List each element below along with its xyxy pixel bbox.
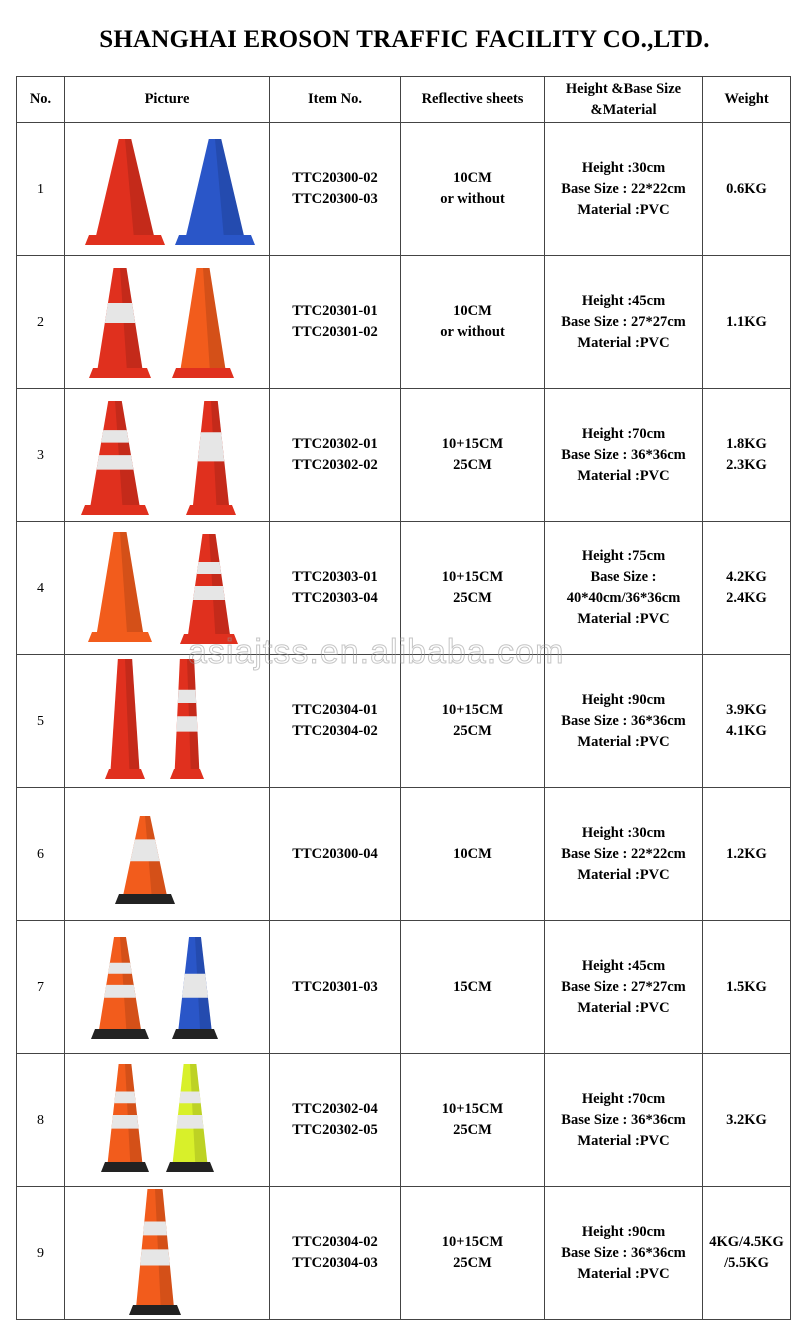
cone-image (65, 1187, 270, 1319)
row-number: 7 (17, 921, 65, 1054)
row-number: 8 (17, 1054, 65, 1187)
cell-line: Height :90cm (581, 691, 666, 708)
company-title: SHANGHAI EROSON TRAFFIC FACILITY CO.,LTD. (99, 26, 710, 53)
cell-line: TTC20304-03 (292, 1255, 378, 1271)
product-spec-table (16, 76, 791, 1320)
cone-70-red-two-bands-icon (81, 401, 149, 515)
cell-line: TTC20302-04 (292, 1101, 378, 1117)
reflective-sheets (401, 389, 545, 522)
cone-70-red-wide-band-icon (186, 401, 236, 515)
cell-line: TTC20301-01 (292, 303, 378, 319)
cone-image (65, 788, 270, 920)
size-material (545, 256, 703, 389)
cone-70-orange-black-base-icon (101, 1064, 149, 1172)
reflective-sheets (401, 1187, 545, 1320)
cone-75-red-bands-icon (180, 534, 238, 644)
cell-line: TTC20303-01 (292, 569, 378, 585)
cell-line: 10CM (453, 170, 492, 186)
cone-45-orange-black-base-icon (91, 937, 149, 1039)
cell-line: Base Size : (590, 569, 657, 585)
cell-line: 10+15CM (441, 1234, 504, 1250)
cone-45-blue-black-base-icon (172, 937, 218, 1039)
reflective-sheets (401, 256, 545, 389)
table-row (17, 1187, 791, 1320)
cone-90-red-plain-icon (105, 659, 145, 779)
cell-line: or without (440, 324, 505, 340)
cone-image (65, 256, 270, 388)
cell-line: 1.5KG (726, 978, 767, 995)
cell-line: 3.2KG (726, 1111, 767, 1128)
cell-line: 25CM (453, 457, 492, 473)
size-material (545, 389, 703, 522)
cell-line: 10CM (453, 303, 492, 319)
cell-line: Base Size : 22*22cm (561, 180, 686, 197)
cell-line: Material :PVC (577, 334, 670, 351)
cell-line: 40*40cm/36*36cm (566, 590, 681, 606)
row-number: 9 (17, 1187, 65, 1320)
cell-line: Base Size : 22*22cm (561, 845, 686, 862)
cell-line: 10CM (453, 845, 492, 862)
cell-line: TTC20300-03 (292, 191, 378, 207)
cell-line: or without (440, 191, 505, 207)
cone-90-red-bands-icon (170, 659, 204, 779)
product-picture (65, 256, 270, 389)
cell-line: Material :PVC (577, 733, 670, 750)
table-row (17, 788, 791, 921)
reflective-sheets (401, 522, 545, 655)
cone-short-red-icon (85, 139, 165, 245)
cone-image (65, 1054, 270, 1186)
weight (703, 1054, 791, 1187)
cone-90-orange-black-base-icon (129, 1189, 181, 1315)
table-header-row (17, 77, 791, 123)
size-material (545, 1054, 703, 1187)
row-number: 1 (17, 123, 65, 256)
item-number (270, 123, 401, 256)
size-material (545, 123, 703, 256)
product-picture (65, 921, 270, 1054)
weight (703, 256, 791, 389)
cone-70-lime-black-base-icon (166, 1064, 214, 1172)
table-row (17, 921, 791, 1054)
cell-line: Material :PVC (577, 1265, 670, 1282)
size-material (545, 522, 703, 655)
cell-line: 25CM (453, 1255, 492, 1271)
cell-line: Material :PVC (577, 467, 670, 484)
header-no: No. (17, 77, 65, 123)
cell-line: 1.8KG (726, 436, 767, 452)
weight (703, 655, 791, 788)
product-picture (65, 389, 270, 522)
cell-line: Height :45cm (581, 292, 666, 309)
item-number (270, 522, 401, 655)
cell-line: 4.1KG (726, 723, 767, 739)
cell-line: TTC20301-02 (292, 324, 378, 340)
product-picture (65, 1187, 270, 1320)
cone-30-orange-black-base-icon (115, 816, 175, 904)
row-number: 6 (17, 788, 65, 921)
size-material (545, 1187, 703, 1320)
cell-line: 2.3KG (726, 457, 767, 473)
row-number: 5 (17, 655, 65, 788)
cone-short-blue-icon (175, 139, 255, 245)
weight (703, 788, 791, 921)
cell-line: 0.6KG (726, 180, 767, 197)
reflective-sheets (401, 1054, 545, 1187)
cell-line: TTC20302-05 (292, 1122, 378, 1138)
cell-line: Base Size : 36*36cm (561, 1111, 686, 1128)
product-picture (65, 788, 270, 921)
cell-line: Material :PVC (577, 201, 670, 218)
cell-line: 10+15CM (441, 569, 504, 585)
item-number (270, 1187, 401, 1320)
cell-line: Material :PVC (577, 999, 670, 1016)
cell-line: Material :PVC (577, 1132, 670, 1149)
table-row (17, 389, 791, 522)
weight (703, 921, 791, 1054)
reflective-sheets (401, 655, 545, 788)
cell-line: TTC20300-02 (292, 170, 378, 186)
cell-line: TTC20301-03 (292, 978, 378, 995)
header-picture: Picture (65, 77, 270, 123)
weight (703, 389, 791, 522)
item-number (270, 788, 401, 921)
row-number: 3 (17, 389, 65, 522)
table-row (17, 522, 791, 655)
cone-image (65, 655, 270, 787)
item-number (270, 921, 401, 1054)
header-reflective-sheets: Reflective sheets (401, 77, 545, 123)
cell-line: Base Size : 36*36cm (561, 446, 686, 463)
cell-line: 25CM (453, 1122, 492, 1138)
cell-line: 10+15CM (441, 1101, 504, 1117)
cell-line: 15CM (453, 978, 492, 995)
item-number (270, 655, 401, 788)
cell-line: 4KG/4.5KG (709, 1234, 784, 1250)
cell-line: /5.5KG (724, 1255, 769, 1271)
cell-line: TTC20300-04 (292, 845, 378, 862)
size-material (545, 788, 703, 921)
cell-line: 3.9KG (726, 702, 767, 718)
cell-line: 10+15CM (441, 702, 504, 718)
reflective-sheets (401, 788, 545, 921)
cell-line: 1.1KG (726, 313, 767, 330)
cone-45-red-lettered-icon (172, 268, 234, 378)
reflective-sheets (401, 921, 545, 1054)
weight (703, 522, 791, 655)
table-row (17, 123, 791, 256)
cell-line: TTC20302-02 (292, 457, 378, 473)
product-picture (65, 1054, 270, 1187)
cone-image (65, 389, 270, 521)
cell-line: TTC20304-02 (292, 723, 378, 739)
cell-line: 1.2KG (726, 845, 767, 862)
item-number (270, 389, 401, 522)
cell-line: 2.4KG (726, 590, 767, 606)
header-size-material: Height &Base Size &Material (545, 77, 703, 123)
cell-line: Height :45cm (581, 957, 666, 974)
header-weight: Weight (703, 77, 791, 123)
weight (703, 123, 791, 256)
cell-line: Base Size : 36*36cm (561, 1244, 686, 1261)
item-number (270, 1054, 401, 1187)
cell-line: TTC20304-02 (292, 1234, 378, 1250)
cell-line: 25CM (453, 590, 492, 606)
row-number: 2 (17, 256, 65, 389)
cell-line: 25CM (453, 723, 492, 739)
item-number (270, 256, 401, 389)
cell-line: Height :30cm (581, 159, 666, 176)
cell-line: TTC20304-01 (292, 702, 378, 718)
table-row (17, 256, 791, 389)
weight (703, 1187, 791, 1320)
cell-line: Base Size : 27*27cm (561, 978, 686, 995)
cell-line: Height :70cm (581, 425, 666, 442)
cone-75-orange-plain-icon (88, 532, 152, 642)
reflective-sheets (401, 123, 545, 256)
size-material (545, 655, 703, 788)
cell-line: Height :70cm (581, 1090, 666, 1107)
cell-line: Material :PVC (577, 866, 670, 883)
header-item-no: Item No. (270, 77, 401, 123)
table-row (17, 655, 791, 788)
cell-line: Height :75cm (581, 548, 666, 564)
cell-line: Height :90cm (581, 1223, 666, 1240)
cone-image (65, 921, 270, 1053)
cell-line: Base Size : 36*36cm (561, 712, 686, 729)
table-row (17, 1054, 791, 1187)
product-picture (65, 522, 270, 655)
cell-line: TTC20303-04 (292, 590, 378, 606)
cell-line: 10+15CM (441, 436, 504, 452)
cell-line: TTC20302-01 (292, 436, 378, 452)
cell-line: Base Size : 27*27cm (561, 313, 686, 330)
cone-image (65, 123, 270, 255)
cone-image (65, 522, 270, 654)
watermark: asiajtss.en.alibaba.com (188, 633, 565, 671)
product-picture (65, 655, 270, 788)
cell-line: Material :PVC (577, 611, 670, 627)
cell-line: 4.2KG (726, 569, 767, 585)
cell-line: Height :30cm (581, 824, 666, 841)
row-number: 4 (17, 522, 65, 655)
product-picture (65, 123, 270, 256)
size-material (545, 921, 703, 1054)
cone-45-red-band-icon (89, 268, 151, 378)
